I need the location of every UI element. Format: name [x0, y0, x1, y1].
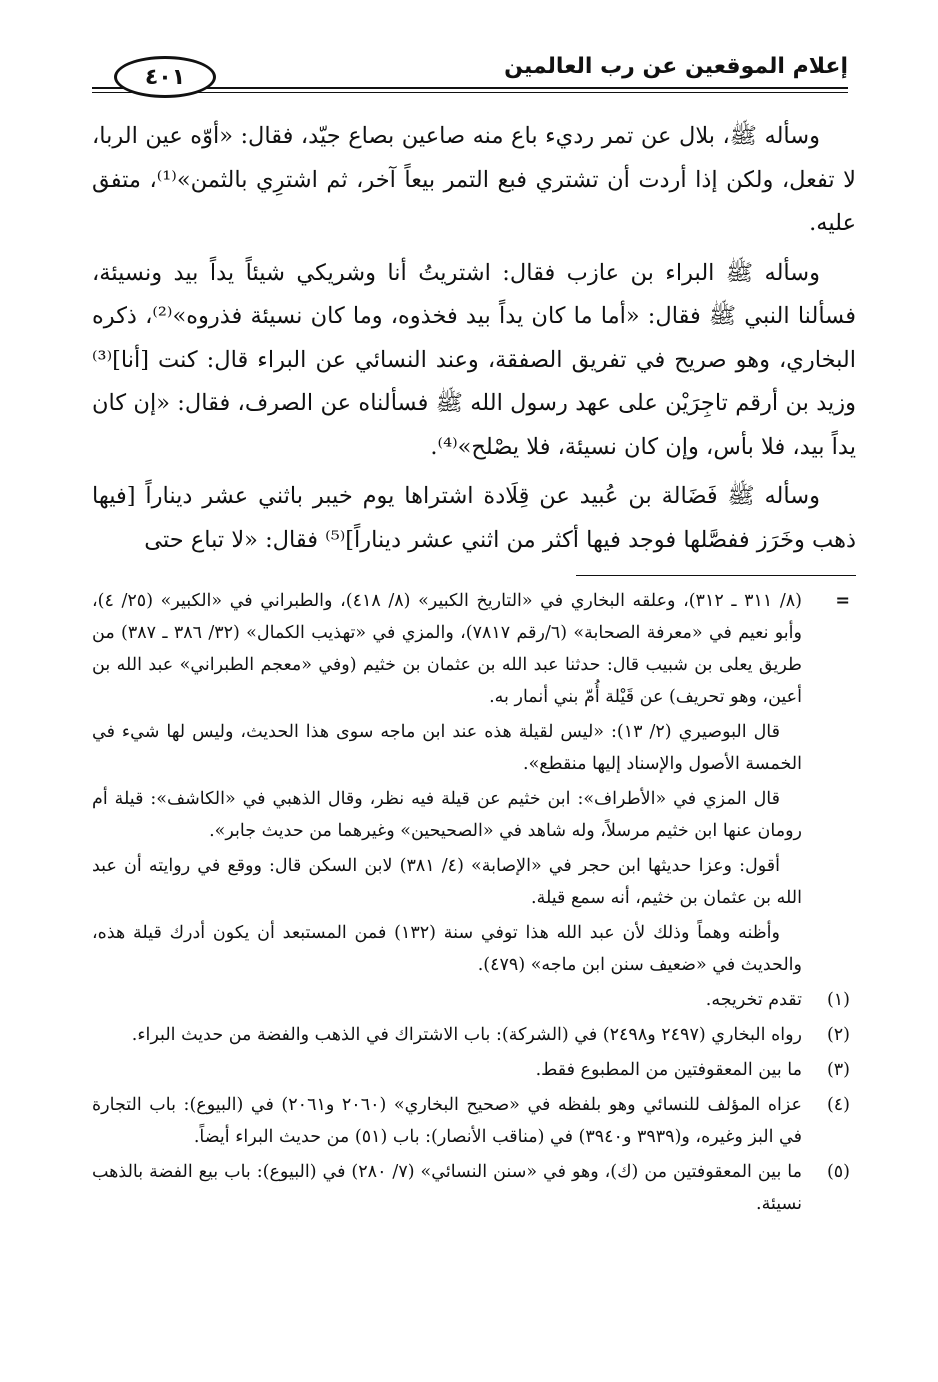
footnote-1: [92, 984, 850, 1016]
continuation-paragraph: وأظنه وهماً وذلك لأن عبد الله هذا توفي سنة (١٣٢) فمن المستبعد أن يكون أدرك قيلة هذه، والحديث في «ضعيف سنن ابن ماجه» (٤٧٩).: [92, 923, 802, 975]
continuation-paragraph: قال المزي في «الأطراف»: ابن خثيم عن قيلة فيه نظر، وقال الذهبي في «الكاشف»: قيلة أم رومان عنها ابن خثيم مرسلاً، وله شاهد في «الصحيحين» وغيرهما من حديث جابر».: [92, 789, 802, 841]
continuation-paragraph: (٨/ ٣١١ ـ ٣١٢)، وعلقه البخاري في «التاريخ الكبير» (٨/ ٤١٨)، والطبراني في «الكبير» (٢٥/ ٤)، وأبو نعيم في «معرفة الصحابة» (٦/رقم ٧٨١٧)، والمزي في «تهذيب الكمال» (٣٢/ ٣٨٦ ـ ٣٨٧) من طريق يعلى بن شبيب قال: حدثنا عبد الله بن عثمان بن خثيم (وفي «معجم الطبراني» عبد الله بن أعين، وهو تحريف) عن قَيْلة أُمّ بني أنمار به.: [92, 591, 802, 707]
footnote-text: رواه البخاري (٢٤٩٧ و٢٤٩٨) في (الشركة): باب الاشتراك في الذهب والفضة من حديث البراء.: [131, 1025, 802, 1045]
footnote-continuation: [92, 585, 850, 981]
paragraph-bara: وسأله ﷺ البراء بن عازب فقال: اشتريتُ أنا وشريكي شيئاً يداً بيد ونسيئة، فسألنا النبي ﷺ فقال: «أما ما كان يداً بيد فخذوه، وما كان نسيئة فذروه»⁽²⁾، ذكره البخاري، وهو صريح في تفريق الصفقة، وعند النسائي عن البراء قال: كنت [أنا]⁽³⁾ وزيد بن أرقم تاجِرَيْن على عهد رسول الله ﷺ فسألناه عن الصرف، فقال: «إن كان يداً بيد، فلا بأس، وإن كان نسيئة، فلا يصْلح»⁽⁴⁾.: [92, 259, 856, 460]
book-title: إعلام الموقعين عن رب العالمين: [504, 54, 848, 79]
paragraph-bilal: وسأله ﷺ، بلال عن تمر رديء باع منه صاعين بصاع جيّد، فقال: «أوّه عين الربا، لا تفعل، ولكن إذا أردت أن تشتري فبع التمر بيعاً آخر، ثم اشترِي بالثمن»⁽¹⁾، متفق عليه.: [92, 123, 856, 236]
footnote-number: (٥): [826, 1162, 850, 1182]
footnote-5: [92, 1156, 850, 1220]
footnote-3: [92, 1054, 850, 1086]
footnote-2: [92, 1019, 850, 1051]
footnote-number: (١): [826, 990, 850, 1010]
footnote-number: (٢): [826, 1025, 850, 1045]
paragraph-fadala: وسأله ﷺ فَضَالة بن عُبيد عن قِلَادة اشتراها يوم خيبر باثني عشر ديناراً [فيها ذهب وخَرَز ففصَّلها فوجد فيها أكثر من اثني عشر ديناراً]⁽⁵⁾ فقال: «لا تباع حتى: [92, 483, 856, 553]
footnote-number: (٣): [826, 1060, 850, 1080]
footnote-text: عزاه المؤلف للنسائي وهو بلفظه في «صحيح البخاري» (٢٠٦٠ و٢٠٦١) في (البيوع): باب التجارة في البز وغيره، و(٣٩٣٩ و٣٩٤٠) في (مناقب الأنصار): باب (٥١) من حديث البراء أيضاً.: [92, 1095, 802, 1147]
footnote-text: ما بين المعقوفتين من المطبوع فقط.: [535, 1060, 802, 1080]
page-number: ٤٠١: [114, 56, 216, 98]
footnote-number: (٤): [826, 1095, 850, 1115]
header-rule-thin: [92, 92, 848, 93]
footnote-separator: [576, 575, 856, 576]
continuation-mark: =: [835, 591, 850, 611]
footnote-4: [92, 1089, 850, 1153]
continuation-paragraph: أقول: وعزا حديثها ابن حجر في «الإصابة» (٤/ ٣٨١) لابن السكن قال: ووقع في روايته أن عبد الله بن عثمان بن خثيم، أنه سمع قيلة.: [92, 856, 802, 908]
footnotes: [92, 585, 850, 1223]
running-header: [92, 52, 848, 92]
continuation-paragraph: قال البوصيري (٢/ ١٣): «ليس لقيلة هذه عند ابن ماجه سوى هذا الحديث، وليس لها شيء في الخمسة الأصول والإسناد إليها منقطع».: [92, 722, 802, 774]
footnote-text: ما بين المعقوفتين من (ك)، وهو في «سنن النسائي» (٧/ ٢٨٠) في (البيوع): باب بيع الفضة بالذهب نسيئة.: [92, 1162, 803, 1214]
main-text: [92, 115, 856, 568]
footnote-text: تقدم تخريجه.: [705, 990, 802, 1010]
